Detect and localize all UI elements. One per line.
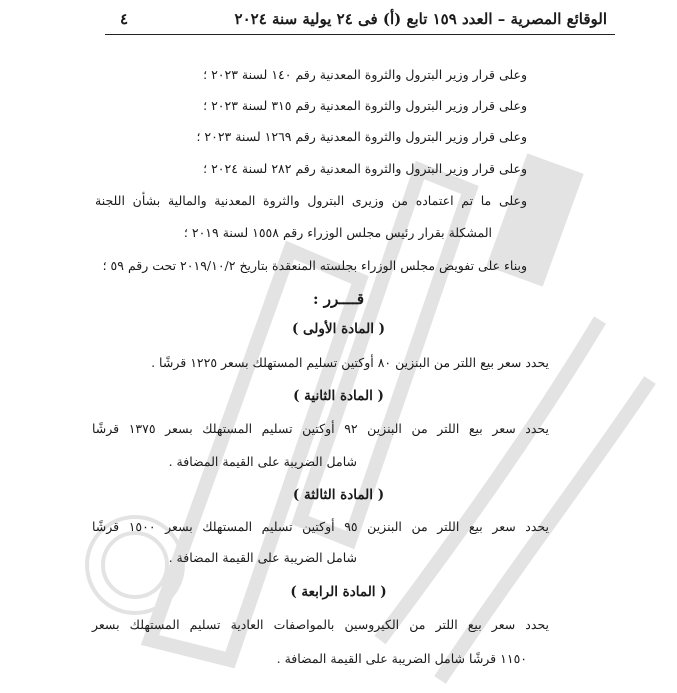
page-number: ٤ — [120, 10, 129, 28]
article-line: يحدد سعر بيع اللتر من البنزين ٩٢ أوكتين تسليم المستهلك بسعر ١٣٧٥ قرشًا — [92, 421, 549, 436]
article-heading: ( المادة الثالثة ) — [292, 487, 385, 503]
header-title: الوقائع المصرية – العدد ١٥٩ تابع (أ) فى ٢٤ يولية سنة ٢٠٢٤ — [234, 10, 607, 28]
article-heading: ( المادة الرابعة ) — [290, 584, 387, 600]
article-line: شامل الضريبة على القيمة المضافة . — [168, 550, 357, 565]
article-line: يحدد سعر بيع اللتر من البنزين ٩٥ أوكتين تسليم المستهلك بسعر ١٥٠٠ قرشًا — [92, 519, 549, 534]
article-line: ١١٥٠ قرشًا شامل الضريبة على القيمة المضافة . — [276, 651, 527, 666]
article-line: يحدد سعر بيع اللتر من الكيروسين بالمواصفات العادية تسليم المستهلك بسعر — [92, 617, 549, 632]
preamble-line: وعلى قرار وزير البترول والثروة المعدنية رقم ٢٨٢ لسنة ٢٠٢٤ ؛ — [203, 161, 527, 176]
decree-heading: قــــرر : — [312, 290, 365, 308]
article-heading: ( المادة الثانية ) — [293, 388, 384, 404]
page-header — [120, 6, 607, 32]
header-divider — [105, 34, 615, 35]
preamble-line: وعلى ما تم اعتماده من وزيرى البترول والثروة المعدنية والمالية بشأن اللجنة — [95, 193, 527, 208]
article-heading: ( المادة الأولى ) — [291, 321, 386, 337]
article-line: شامل الضريبة على القيمة المضافة . — [168, 454, 357, 469]
preamble-line: وبناء على تفويض مجلس الوزراء بجلسته المنعقدة بتاريخ ٢٠١٩/١٠/٢ تحت رقم ٥٩ ؛ — [102, 258, 527, 273]
preamble-line: وعلى قرار وزير البترول والثروة المعدنية رقم ١٤٠ لسنة ٢٠٢٣ ؛ — [203, 67, 527, 82]
article-line: يحدد سعر بيع اللتر من البنزين ٨٠ أوكتين تسليم المستهلك بسعر ١٢٢٥ قرشًا . — [151, 355, 549, 370]
preamble-line: وعلى قرار وزير البترول والثروة المعدنية رقم ٣١٥ لسنة ٢٠٢٣ ؛ — [203, 98, 527, 113]
preamble-line: وعلى قرار وزير البترول والثروة المعدنية رقم ١٢٦٩ لسنة ٢٠٢٣ ؛ — [196, 129, 527, 144]
preamble-line: المشكلة بقرار رئيس مجلس الوزراء رقم ١٥٥٨ لسنة ٢٠١٩ ؛ — [183, 225, 492, 240]
